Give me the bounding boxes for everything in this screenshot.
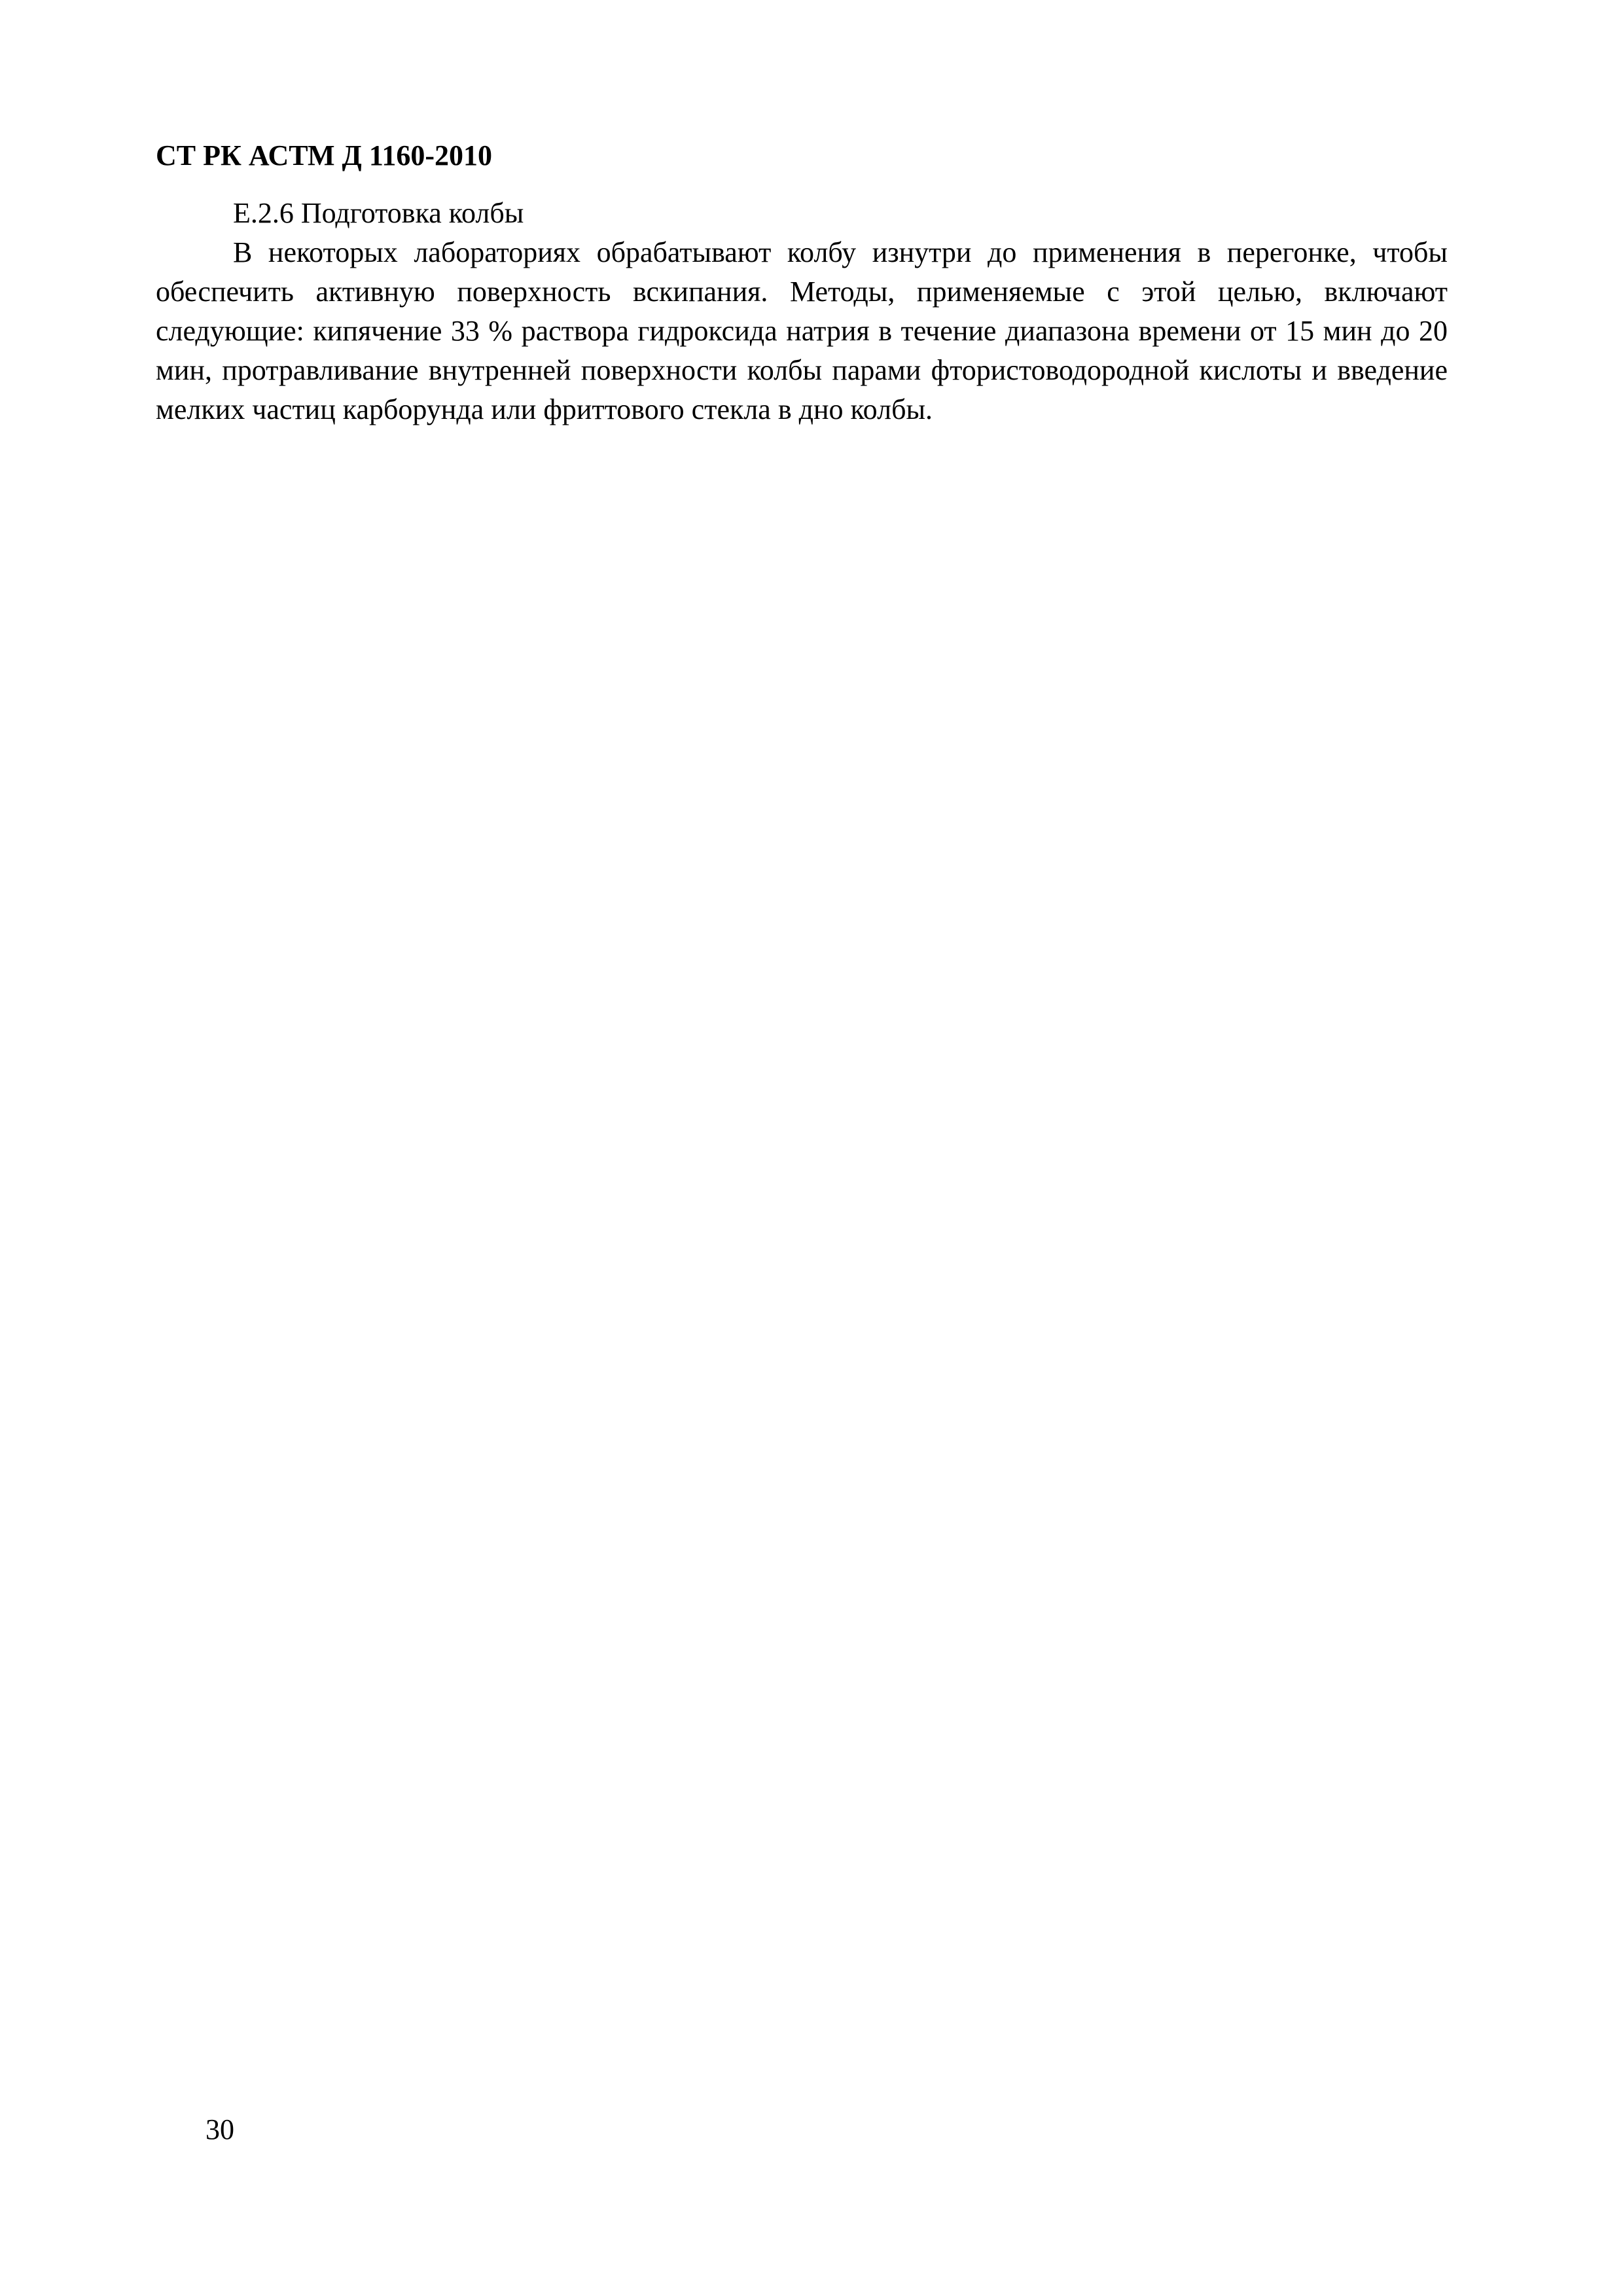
section-title: Е.2.6 Подготовка колбы — [233, 197, 524, 229]
section-content — [156, 194, 1448, 429]
body-paragraph: В некоторых лабораториях обрабатывают колбу изнутри до применения в перегонке, чтобы обеспечить активную поверхность вскипания. Методы, применяемые с этой целью, включают следующие: кипячение 33 % раствора гидроксида натрия в течение диапазона времени от 15 мин до 20 мин, протравливание внутренней поверхности колбы парами фтористоводородной кислоты и введение мелких частиц карборунда или фриттового стекла в дно колбы. — [156, 236, 1448, 425]
standard-designation-header: СТ РК АСТМ Д 1160-2010 — [156, 139, 493, 171]
page-number: 30 — [205, 2113, 234, 2145]
